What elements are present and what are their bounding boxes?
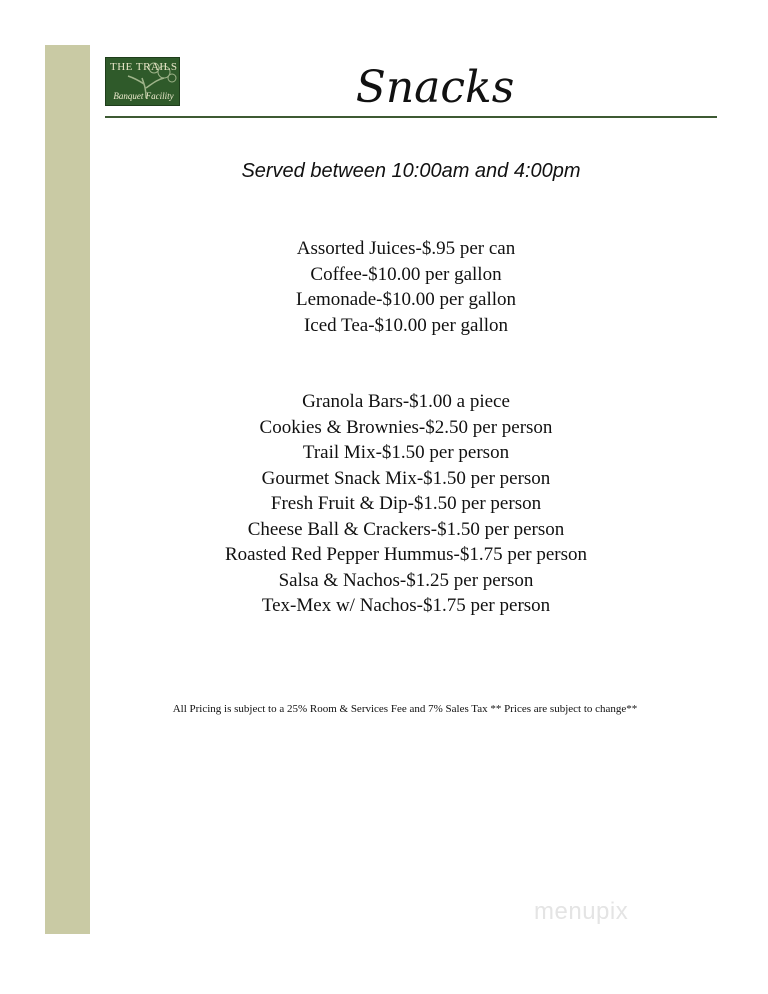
list-item: Fresh Fruit & Dip-$1.50 per person (270, 493, 542, 514)
logo-bottom-text: Banquet Facility (113, 91, 174, 101)
drinks-list (105, 236, 707, 338)
list-item: Roasted Red Pepper Hummus-$1.75 per person (225, 544, 587, 565)
list-item: Cookies & Brownies-$2.50 per person (259, 416, 553, 438)
snacks-list (105, 389, 707, 619)
watermark: menupix (534, 898, 629, 925)
trails-logo (105, 57, 180, 106)
list-item: Iced Tea-$10.00 per gallon (303, 314, 509, 336)
list-item: Gourmet Snack Mix-$1.50 per person (261, 467, 551, 489)
list-item: Salsa & Nachos-$1.25 per person (278, 569, 534, 591)
list-item: Coffee-$10.00 per gallon (310, 263, 502, 285)
serving-hours: Served between 10:00am and 4:00pm (241, 160, 581, 182)
title-divider (105, 116, 717, 118)
page-title: Snacks (355, 62, 515, 113)
list-item: Lemonade-$10.00 per gallon (295, 289, 516, 310)
list-item: Cheese Ball & Crackers-$1.50 per person (247, 518, 565, 540)
list-item: Tex-Mex w/ Nachos-$1.75 per person (261, 595, 551, 616)
list-item: Granola Bars-$1.00 a piece (302, 391, 510, 412)
pricing-footnote: All Pricing is subject to a 25% Room & Services Fee and 7% Sales Tax ** Prices are subject to change** (172, 703, 638, 715)
list-item: Trail Mix-$1.50 per person (302, 442, 510, 463)
list-item: Assorted Juices-$.95 per can (296, 238, 516, 259)
logo-top-text: THE TRAILS (110, 61, 178, 73)
decorative-side-bar (45, 45, 90, 934)
